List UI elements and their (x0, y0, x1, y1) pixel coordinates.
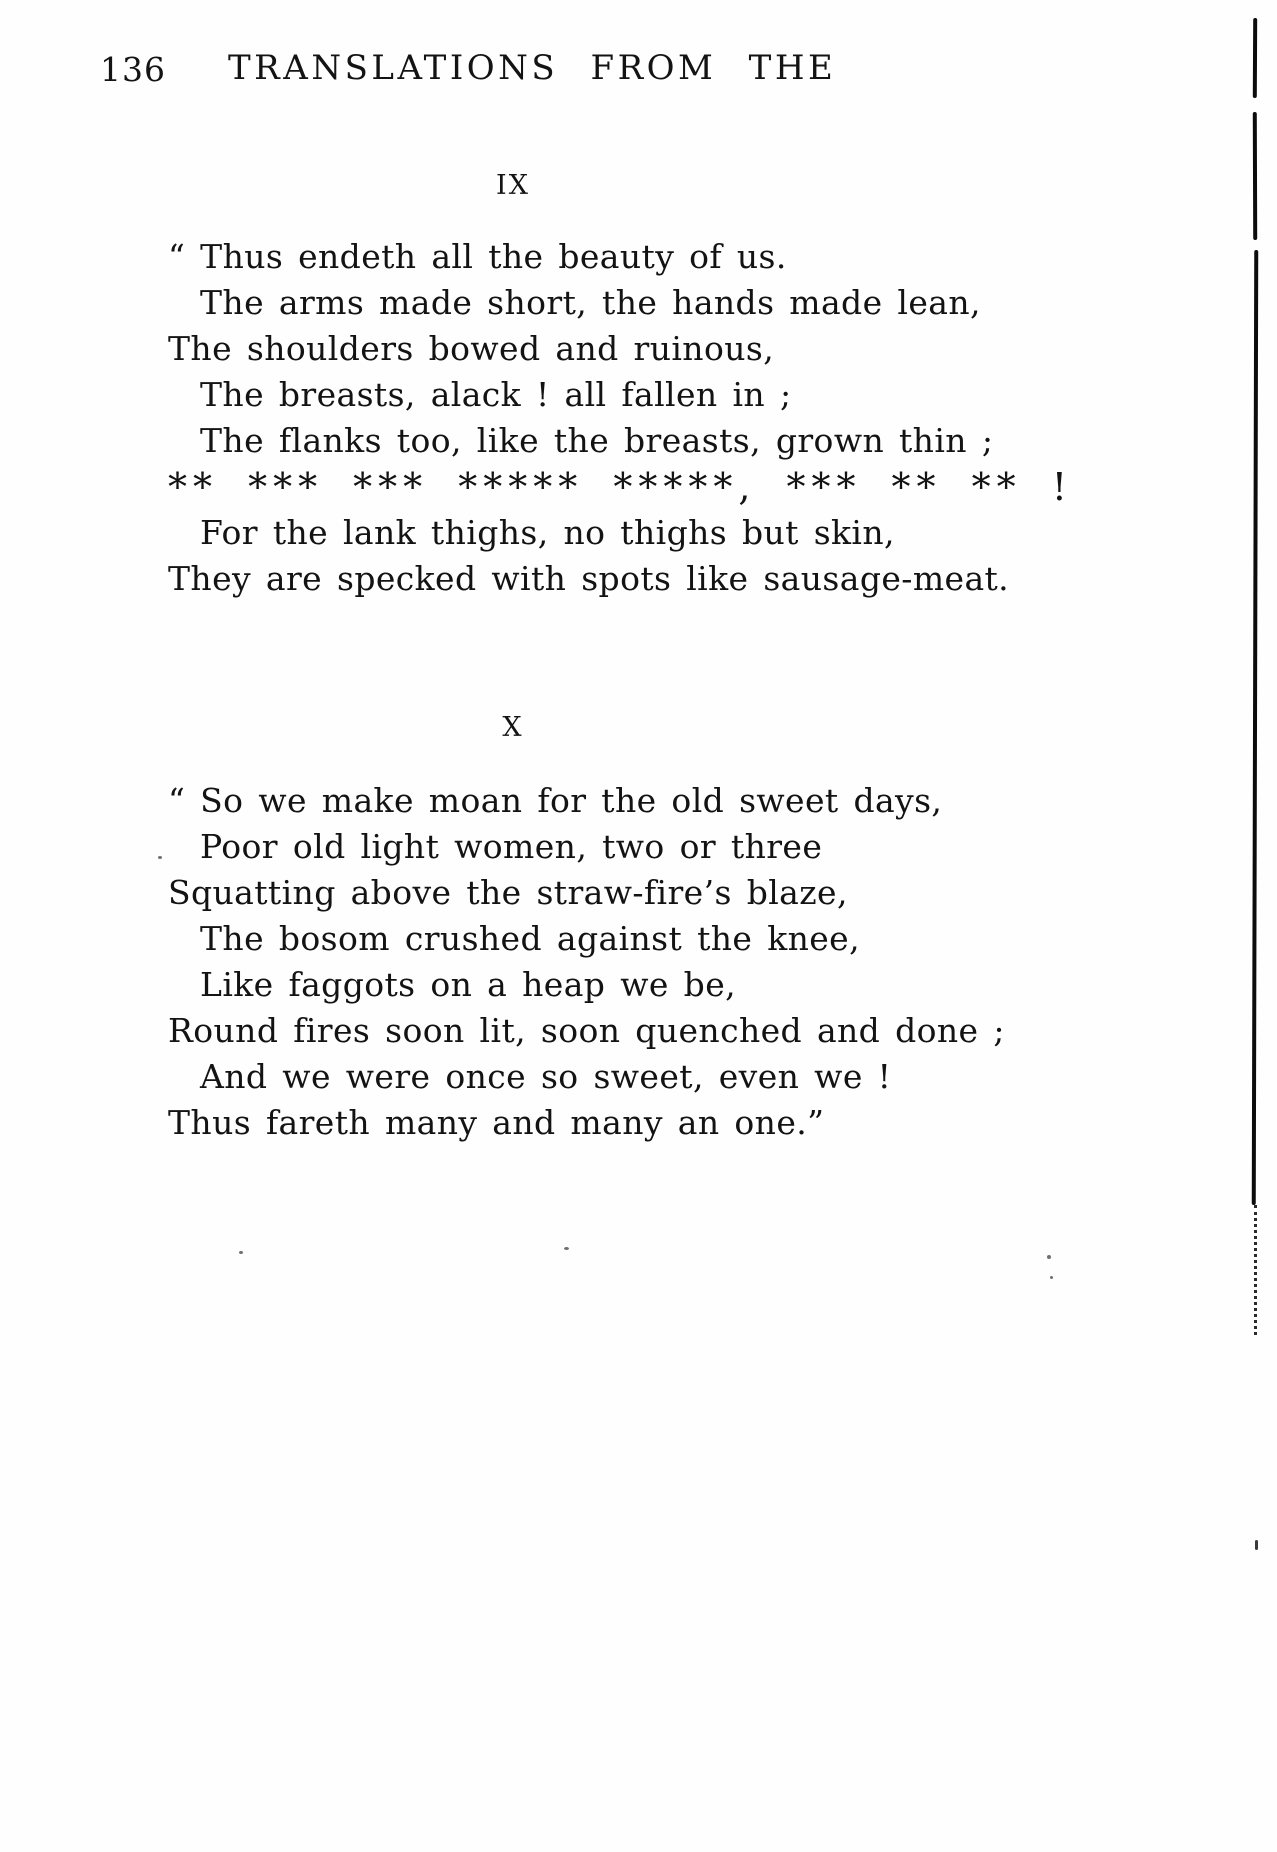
poem-line: And we were once so sweet, even we ! (200, 1057, 892, 1096)
poem-line: Squatting above the straw-fire’s blaze, (168, 873, 848, 912)
scan-speck (1047, 1255, 1051, 1259)
scan-edge-line (1253, 18, 1257, 98)
scan-edge-line (1252, 250, 1259, 1205)
poem-line-censored: ** *** *** ***** *****, *** ** ** ! (168, 465, 1073, 509)
scan-speck (1050, 1276, 1053, 1279)
poem-line: They are specked with spots like sausage-meat. (168, 559, 1010, 598)
stanza-x (168, 778, 1005, 1146)
poem-line: The breasts, alack ! all fallen in ; (200, 375, 792, 414)
poem-line: Like faggots on a heap we be, (200, 965, 737, 1004)
poem-line: Poor old light women, two or three (200, 827, 823, 866)
stanza-heading-x: X (502, 712, 524, 743)
poem-line: The bosom crushed against the knee, (200, 919, 861, 958)
scan-speck (564, 1247, 569, 1250)
running-title: TRANSLATIONS FROM THE (228, 48, 837, 88)
scan-edge-line-faded (1254, 1205, 1257, 1335)
scan-edge-line (1253, 112, 1257, 240)
poem-line: “ So we make moan for the old sweet days, (168, 781, 943, 820)
poem-line: Thus fareth many and many an one.” (168, 1103, 825, 1142)
poem-line: “ Thus endeth all the beauty of us. (168, 237, 787, 276)
stanza-heading-ix: IX (496, 170, 530, 201)
poem-line: The shoulders bowed and ruinous, (168, 329, 775, 368)
scan-speck (239, 1251, 243, 1254)
scan-speck (158, 856, 162, 859)
page-number: 136 (100, 50, 166, 89)
poem-line: Round fires soon lit, soon quenched and done ; (168, 1011, 1005, 1050)
stanza-ix (168, 234, 1073, 602)
poem-line: The flanks too, like the breasts, grown thin ; (200, 421, 994, 460)
poem-line: For the lank thighs, no thighs but skin, (200, 513, 895, 552)
poem-line: The arms made short, the hands made lean, (200, 283, 981, 322)
scan-edge-mark (1255, 1540, 1258, 1550)
